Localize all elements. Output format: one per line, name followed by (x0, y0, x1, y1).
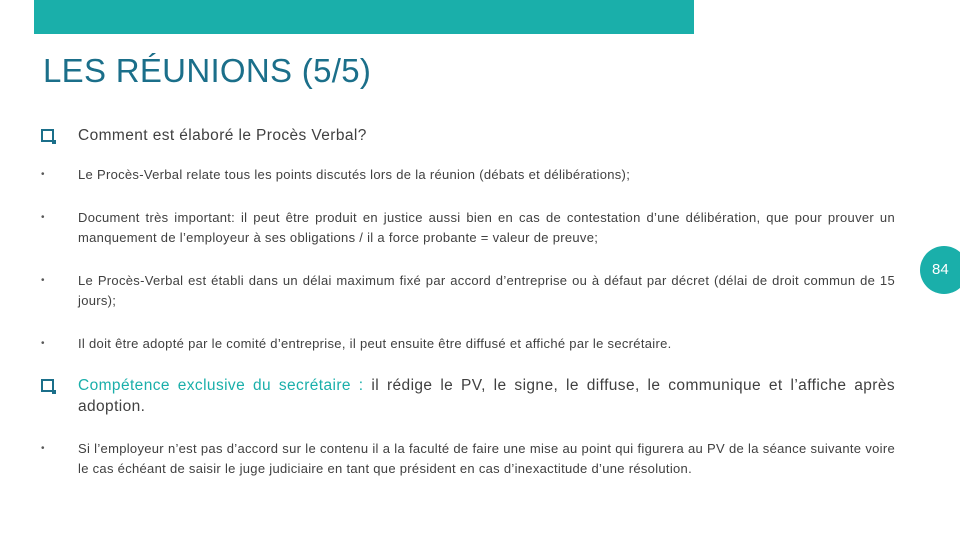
bullet-icon: • (41, 169, 45, 180)
slide-title: LES RÉUNIONS (5/5) (43, 52, 372, 89)
bullet-icon: • (41, 275, 45, 286)
list-item (41, 165, 895, 185)
question-body: il rédige le PV, le signe, le diffuse, le communique et l’affiche après adoption. (78, 377, 896, 415)
checkbox-square-icon (41, 379, 54, 392)
bullet-icon: • (41, 212, 45, 223)
question-text: Comment est élaboré le Procès Verbal? (78, 127, 367, 144)
question-label: Compétence exclusive du secrétaire : (78, 377, 364, 394)
page-number-badge: 84 (920, 246, 960, 294)
list-item (41, 208, 895, 248)
question-heading-2 (41, 375, 895, 417)
question-paragraph (78, 375, 895, 417)
checkbox-square-icon (41, 129, 54, 142)
bullet-icon: • (41, 338, 45, 349)
list-item (41, 439, 895, 479)
list-item (41, 334, 895, 354)
list-item-text: Le Procès-Verbal est établi dans un délai maximum fixé par accord d’entreprise ou à défaut par décret (délai de droit commun de 15 jours); (78, 273, 895, 308)
bullet-icon: • (41, 443, 45, 454)
list-item-text: Document très important: il peut être produit en justice aussi bien en cas de contestation d’une délibération, que pour prouver un manquement de l’employeur à ses obligations / il a force probante = valeur de preuve; (78, 210, 895, 245)
list-item-text: Si l’employeur n’est pas d’accord sur le contenu il a la faculté de faire une mise au point qui figurera au PV de la séance suivante voire le cas échéant de saisir le juge judiciaire en tant que président en cas d’inexactitude d’une résolution. (78, 441, 895, 476)
list-item (41, 271, 895, 311)
top-accent-bar (34, 0, 694, 34)
question-heading-1 (41, 125, 895, 146)
list-item-text: Le Procès-Verbal relate tous les points discutés lors de la réunion (débats et délibérations); (78, 167, 631, 182)
list-item-text: Il doit être adopté par le comité d’entreprise, il peut ensuite être diffusé et affiché par le secrétaire. (78, 336, 672, 351)
